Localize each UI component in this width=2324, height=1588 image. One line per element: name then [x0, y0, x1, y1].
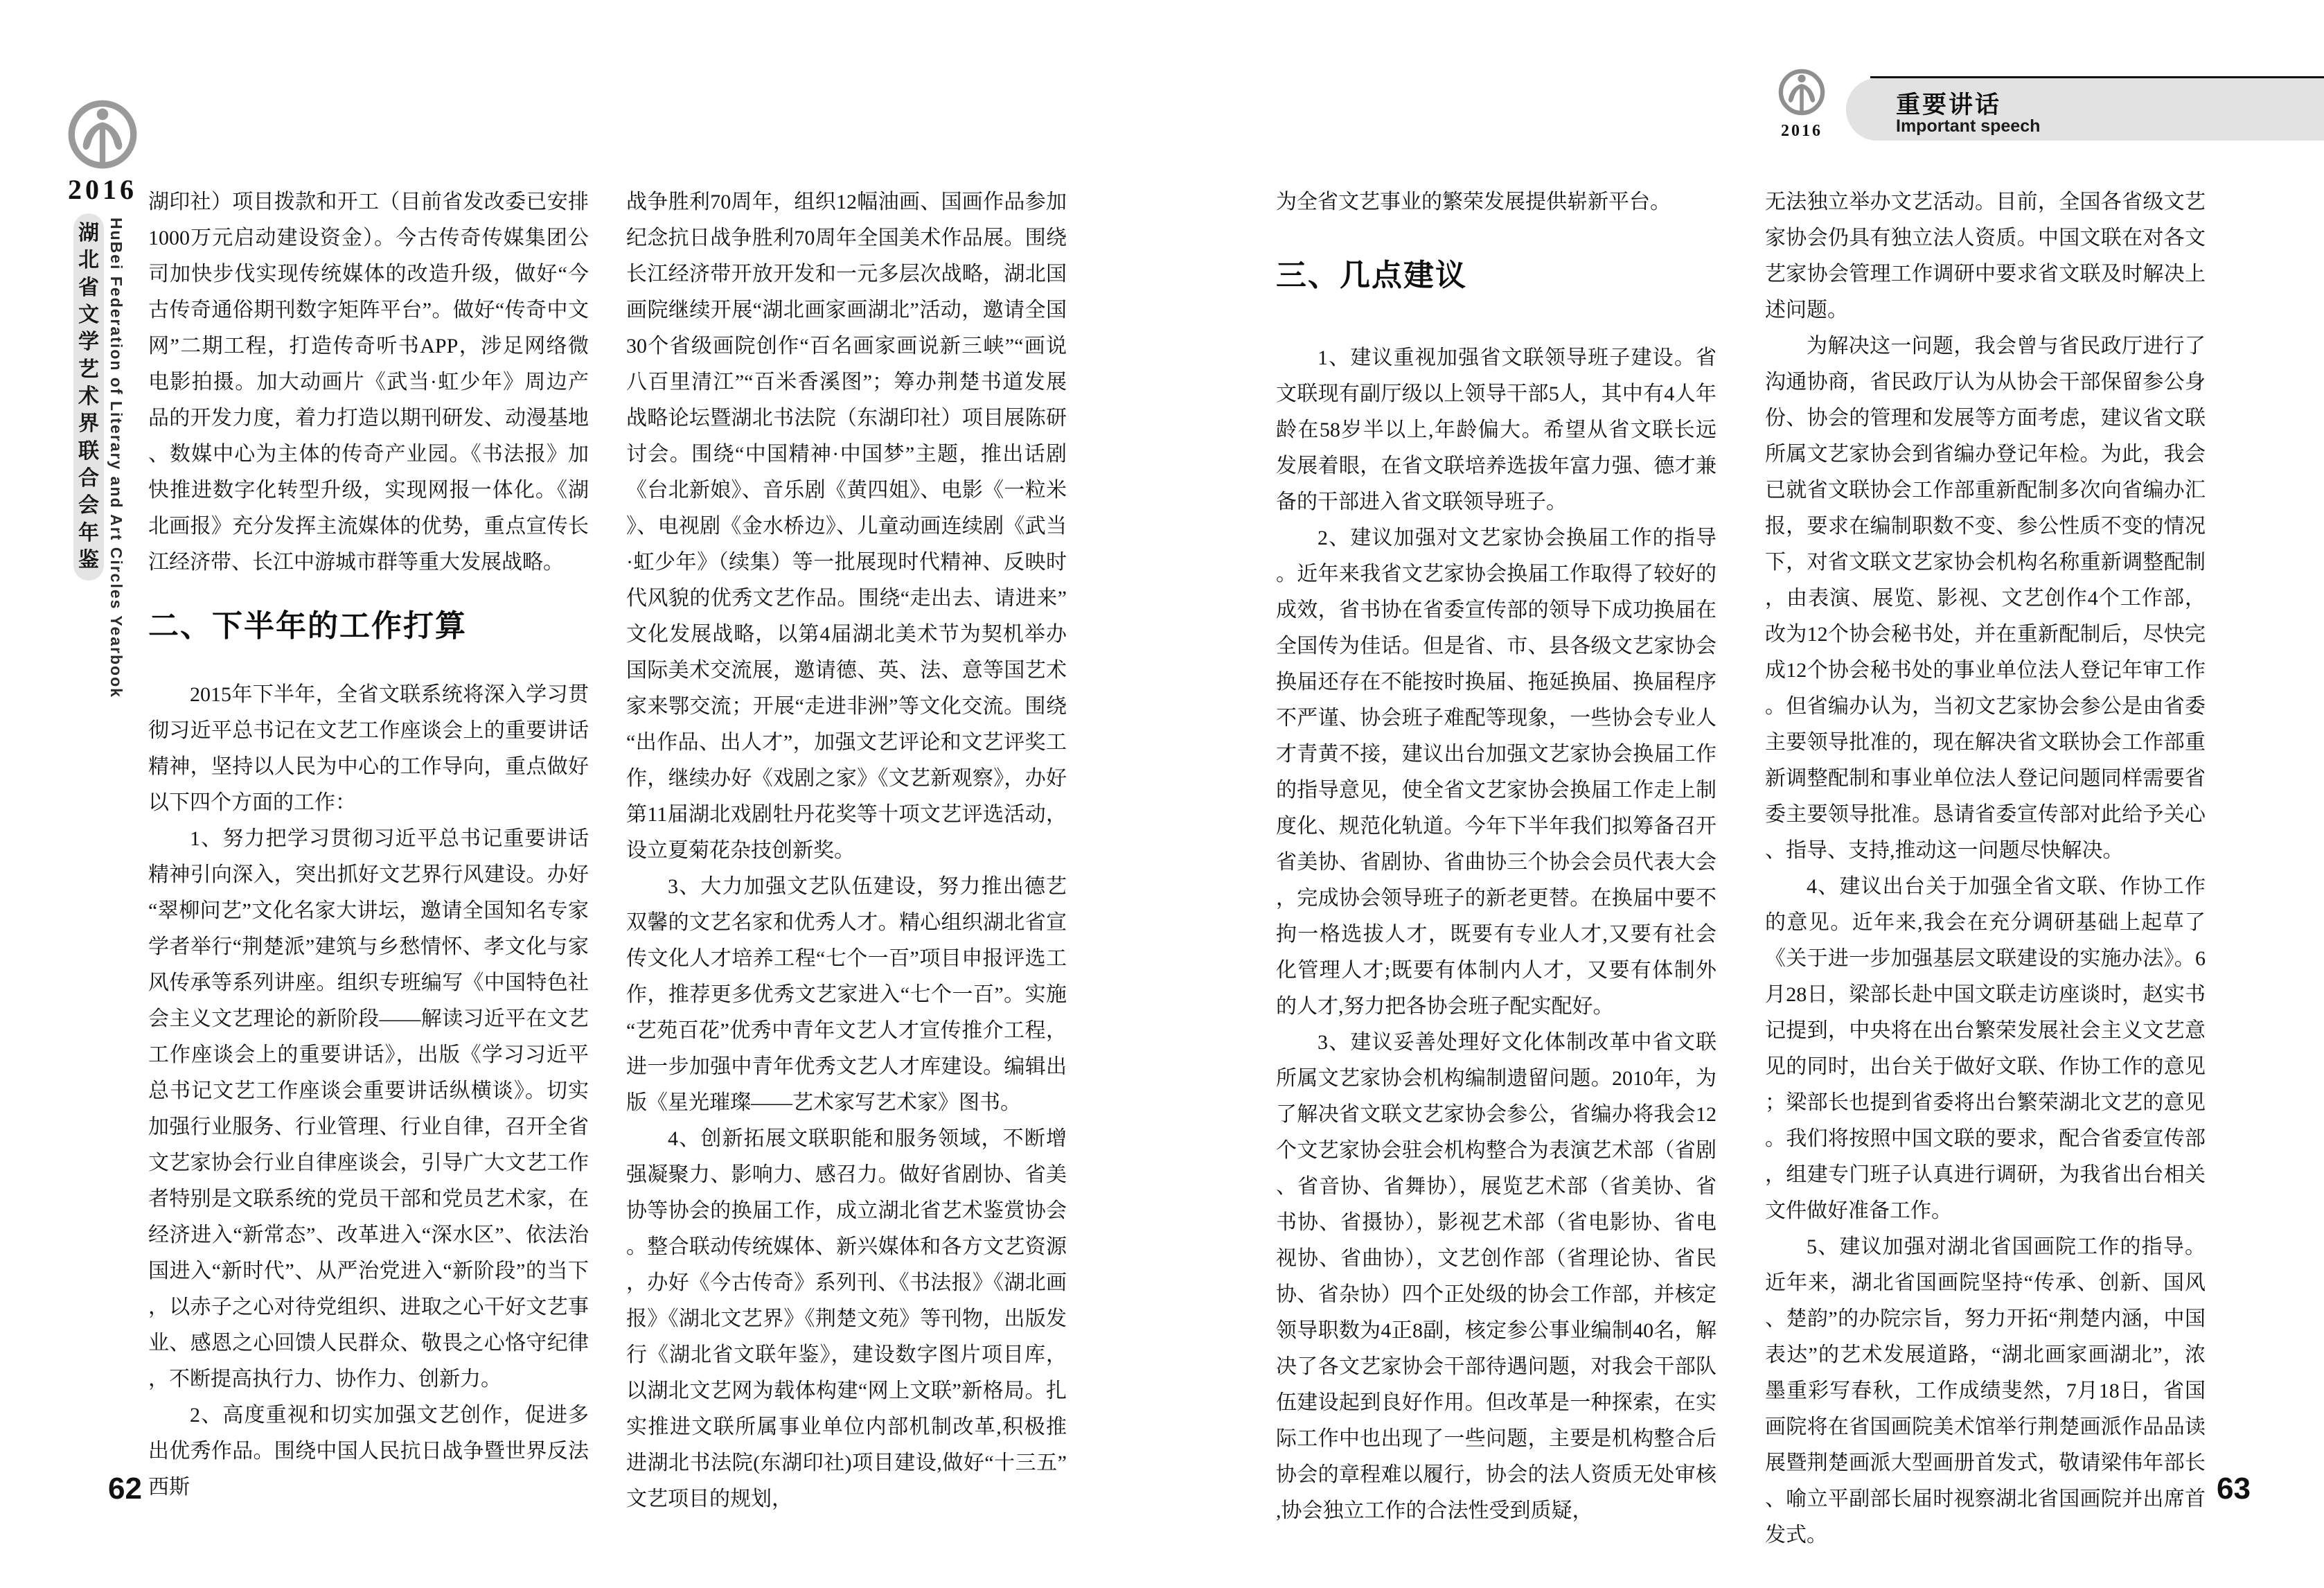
sidebar-title-char: 省	[78, 276, 99, 299]
sidebar-title-char: 会	[78, 494, 99, 518]
sidebar-title-char: 术	[78, 385, 99, 408]
sidebar-title-char: 合	[78, 466, 99, 490]
sidebar-title-char: 联	[78, 439, 99, 463]
sidebar-vertical-title	[73, 213, 104, 581]
section-title: 重要讲话	[1896, 91, 2002, 118]
body-paragraph: 3、建议妥善处理好文化体制改革中省文联所属文艺家协会机构编制遗留问题。2010年，为了解决省文联文艺家协会参公，省编办将我会12个文艺家协会驻会机构整合为表演艺术部（省剧、省音协、省舞协），展览艺术部（省美协、省书协、省摄协），影视艺术部（省电影协、省电视协、省曲协），文艺创作部（省理论协、省民协、省杂协）四个正处级的协会工作部，并核定领导职数为4正8副，核定参公事业编制40名，解决了各文艺家协会干部待遇问题，对我会干部队伍建设起到良好作用。但改革是一种探索，在实际工作中也出现了一些问题，主要是机构整合后协会的章程难以履行，协会的法人资质无处审核,协会独立工作的合法性受到质疑，	[1276, 1030, 1717, 1522]
section-heading: 三、几点建议	[1276, 258, 1467, 292]
federation-logo-icon	[66, 98, 139, 170]
section-title-english: Important speech	[1896, 116, 2041, 136]
body-paragraph: 2、建议加强对文艺家协会换届工作的指导。近年来我省文艺家协会换届工作取得了较好的成效，省书协在省委宣传部的领导下成功换届在全国传为佳话。但是省、市、县各级文艺家协会换届还存在不能按时换届、拖延换届、换届程序不严谨、协会班子难配等现象，一些协会专业人才青黄不接，建议出台加强文艺家协会换届工作的指导意见，使全省文艺家协会换届工作走上制度化、规范化轨道。今年下半年我们拟筹备召开省美协、省剧协、省曲协三个协会会员代表大会，完成协会领导班子的新老更替。在换届中要不拘一格选拔人才，既要有专业人才,又要有社会化管理人才;既要有体制内人才，又要有体制外的人才,努力把各协会班子配实配好。	[1276, 526, 1717, 1018]
federation-logo-icon	[1777, 68, 1826, 116]
body-paragraph: 湖印社）项目拨款和开工（目前省发改委已安排1000万元启动建设资金）。今古传奇传媒集团公司加快步伐实现传统媒体的改造升级，做好“今古传奇通俗期刊数字矩阵平台”。做好“传奇中文网”二期工程，打造传奇听书APP，涉足网络微电影拍摄。加大动画片《武当·虹少年》周边产品的开发力度，着力打造以期刊研发、动漫基地、数媒中心为主体的传奇产业园。《书法报》加快推进数字化转型升级，实现网报一体化。《湖北画报》充分发挥主流媒体的优势，重点宣传长江经济带、长江中游城市群等重大发展战略。	[148, 191, 589, 574]
header-year: 2016	[1781, 122, 1822, 140]
body-paragraph: 为全省文艺事业的繁荣发展提供崭新平台。	[1276, 191, 1671, 213]
sidebar-title-char: 学	[78, 330, 99, 354]
body-paragraph: 3、大力加强文艺队伍建设，努力推出德艺双馨的文艺名家和优秀人才。精心组织湖北省宣传文化人才培养工程“七个一百”项目申报评选工作，推荐更多优秀文艺家进入“七个一百”。实施“艺苑百花”优秀中青年文艺人才宣传推介工程，进一步加强中青年优秀文艺人才库建设。编辑出版《星光璀璨——艺术家写艺术家》图书。	[626, 875, 1067, 1114]
sidebar-title-char: 艺	[78, 358, 99, 381]
sidebar-title-char: 年	[78, 521, 99, 545]
body-paragraph: 无法独立举办文艺活动。目前，全国各省级文艺家协会仍具有独立法人资质。中国文联在对各文艺家协会管理工作调研中要求省文联及时解决上述问题。	[1765, 191, 2206, 321]
body-paragraph: 1、努力把学习贯彻习近平总书记重要讲话精神引向深入，突出抓好文艺界行风建设。办好“翠柳问艺”文化名家大讲坛，邀请全国知名专家学者举行“荆楚派”建筑与乡愁情怀、孝文化与家风传承等系列讲座。组织专班编写《中国特色社会主义文艺理论的新阶段——解读习近平在文艺工作座谈会上的重要讲话》，出版《学习习近平总书记文艺工作座谈会重要讲话纵横谈》。切实加强行业服务、行业管理、行业自律，召开全省文艺家协会行业自律座谈会，引导广大文艺工作者特别是文联系统的党员干部和党员艺术家，在经济进入“新常态”、改革进入“深水区”、依法治国进入“新时代”、从严治党进入“新阶段”的当下，以赤子之心对待党组织、进取之心干好文艺事业、感恩之心回馈人民群众、敬畏之心恪守纪律，不断提高执行力、协作力、创新力。	[148, 827, 589, 1391]
body-paragraph: 为解决这一问题，我会曾与省民政厅进行了沟通协商，省民政厅认为从协会干部保留参公身份、协会的管理和发展等方面考虑，建议省文联所属文艺家协会到省编办登记年检。为此，我会已就省文联协会工作部重新配制多次向省编办汇报，要求在编制职数不变、参公性质不变的情况下，对省文联文艺家协会机构名称重新调整配制，由表演、展览、影视、文艺创作4个工作部，改为12个协会秘书处，并在重新配制后，尽快完成12个协会秘书处的事业单位法人登记年审工作。但省编办认为，当初文艺家协会参公是由省委主要领导批准的，现在解决省文联协会工作部重新调整配制和事业单位法人登记问题同样需要省委主要领导批准。恳请省委宣传部对此给予关心、指导、支持,推动这一问题尽快解决。	[1765, 335, 2206, 862]
body-paragraph: 2015年下半年，全省文联系统将深入学习贯彻习近平总书记在文艺工作座谈会上的重要讲话精神，坚持以人民为中心的工作导向，重点做好以下四个方面的工作：	[148, 682, 589, 814]
sidebar-title-char: 鉴	[78, 548, 99, 572]
body-paragraph: 4、建议出台关于加强全省文联、作协工作的意见。近年来,我会在充分调研基础上起草了《关于进一步加强基层文联建设的实施办法》。6月28日，梁部长赴中国文联走访座谈时，赵实书记提到，中央将在出台繁荣发展社会主义文艺意见的同时，出台关于做好文联、作协工作的意见；梁部长也提到省委将出台繁荣湖北文艺的意见。我们将按照中国文联的要求，配合省委宣传部，组建专门班子认真进行调研，为我省出台相关文件做好准备工作。	[1765, 875, 2206, 1222]
right-page-column-2	[1765, 184, 2206, 1553]
left-page-column-2	[626, 184, 1067, 1517]
sidebar-english-title: HuBei Federation of Literary and Art Circles Yearbook	[107, 218, 125, 698]
left-page-column-1	[148, 184, 589, 1506]
body-paragraph: 2、高度重视和切实加强文艺创作，促进多出优秀作品。围绕中国人民抗日战争暨世界反法西斯	[148, 1403, 589, 1499]
page-number-right: 63	[2217, 1472, 2251, 1506]
sidebar-title-char: 北	[78, 249, 99, 272]
page-number-left: 62	[108, 1472, 142, 1506]
sidebar-title-char: 湖	[78, 222, 99, 245]
section-heading: 二、下半年的工作打算	[148, 609, 467, 643]
sidebar-title-char: 界	[78, 412, 99, 436]
right-page-column-1	[1276, 184, 1717, 1529]
body-paragraph: 1、建议重视加强省文联领导班子建设。省文联现有副厅级以上领导干部5人，其中有4人年龄在58岁半以上,年龄偏大。希望从省文联长远发展着眼，在省文联培养选拔年富力强、德才兼备的干部进入省文联领导班子。	[1276, 346, 1717, 513]
body-paragraph: 4、创新拓展文联职能和服务领域，不断增强凝聚力、影响力、感召力。做好省剧协、省美协等协会的换届工作，成立湖北省艺术鉴赏协会。整合联动传统媒体、新兴媒体和各方文艺资源，办好《今古传奇》系列刊、《书法报》《湖北画报》《湖北文艺界》《荆楚文苑》等刊物，出版发行《湖北省文联年鉴》，建设数字图片项目库，以湖北文艺网为载体构建“网上文联”新格局。扎实推进文联所属事业单位内部机制改革,积极推进湖北书法院(东湖印社)项目建设,做好“十三五”文艺项目的规划，	[626, 1127, 1067, 1510]
sidebar-year: 2016	[68, 174, 137, 205]
body-paragraph: 5、建议加强对湖北省国画院工作的指导。近年来，湖北省国画院坚持“传承、创新、国风、楚韵”的办院宗旨，努力开拓“荆楚内涵，中国表达”的艺术发展道路，“湖北画家画湖北”，浓墨重彩写春秋，工作成绩斐然，7月18日，省国画院将在省国画院美术馆举行荆楚画派作品品读展暨荆楚画派大型画册首发式，敬请梁伟年部长、喻立平副部长届时视察湖北省国画院并出席首发式。	[1765, 1235, 2206, 1546]
sidebar-title-char: 文	[78, 303, 99, 326]
body-paragraph: 战争胜利70周年，组织12幅油画、国画作品参加纪念抗日战争胜利70周年全国美术作品展。围绕长江经济带开放开发和一元多层次战略，湖北国画院继续开展“湖北画家画湖北”活动，邀请全国30个省级画院创作“百名画家画说新三峡”“画说八百里清江”“百米香溪图”；筹办荆楚书道发展战略论坛暨湖北书法院（东湖印社）项目展陈研讨会。围绕“中国精神·中国梦”主题，推出话剧《台北新娘》、音乐剧《黄四姐》、电影《一粒米》、电视剧《金水桥边》、儿童动画连续剧《武当·虹少年》（续集）等一批展现时代精神、反映时代风貌的优秀文艺作品。围绕“走出去、请进来”文化发展战略，以第4届湖北美术节为契机举办国际美术交流展，邀请德、英、法、意等国艺术家来鄂交流；开展“走进非洲”等文化交流。围绕“出作品、出人才”，加强文艺评论和文艺评奖工作，继续办好《戏剧之家》《文艺新观察》，办好第11届湖北戏剧牡丹花奖等十项文艺评选活动，设立夏菊花杂技创新奖。	[626, 191, 1067, 862]
